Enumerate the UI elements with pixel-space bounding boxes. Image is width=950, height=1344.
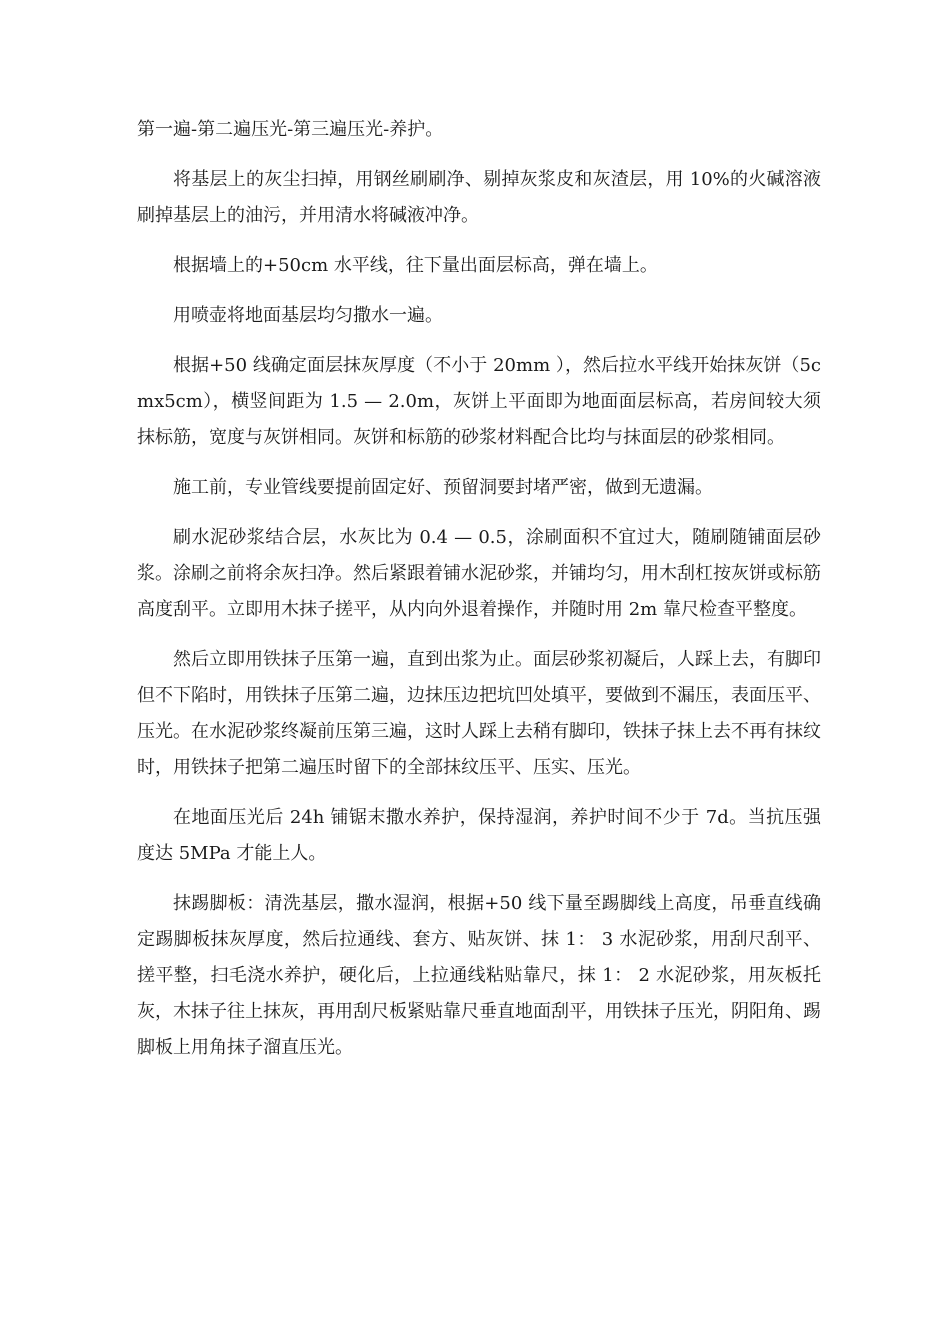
paragraph-5: 根据+50 线确定面层抹灰厚度（不小于 20mm ），然后拉水平线开始抹灰饼（5cmx5cm），横竖间距为 1.5 — 2.0m，灰饼上平面即为地面面层标高，若房间较大须抹标筋，宽度与灰饼相同。灰饼和标筋的砂浆材料配合比均与抹面层的砂浆相同。 [137,355,821,448]
paragraph-10: 抹踢脚板：清洗基层，撒水湿润，根据+50 线下量至踢脚线上高度，吊垂直线确定踢脚板抹灰厚度，然后拉通线、套方、贴灰饼、抹 1： 3 水泥砂浆，用刮尺刮平、搓平整，扫毛浇水养护，硬化后，上拉通线粘贴靠尺，抹 1： 2 水泥砂浆，用灰板托灰，木抹子往上抹灰，再用刮尺板紧贴靠尺垂直地面刮平，用铁抹子压光，阴阳角、踢脚板上用角抹子溜直压光。 [137,893,821,1058]
paragraph-6: 施工前，专业管线要提前固定好、预留洞要封堵严密，做到无遗漏。 [173,477,713,498]
paragraph-9: 在地面压光后 24h 铺锯末撒水养护，保持湿润，养护时间不少于 7d。当抗压强度达 5MPa 才能上人。 [137,807,821,864]
paragraph-8: 然后立即用铁抹子压第一遍，直到出浆为止。面层砂浆初凝后，人踩上去，有脚印但不下陷时，用铁抹子压第二遍，边抹压边把坑凹处填平，要做到不漏压，表面压平、压光。在水泥砂浆终凝前压第三遍，这时人踩上去稍有脚印，铁抹子抹上去不再有抹纹时，用铁抹子把第二遍压时留下的全部抹纹压平、压实、压光。 [137,649,821,778]
paragraph-7: 刷水泥砂浆结合层，水灰比为 0.4 — 0.5，涂刷面积不宜过大，随刷随铺面层砂浆。涂刷之前将余灰扫净。然后紧跟着铺水泥砂浆，并铺均匀，用木刮杠按灰饼或标筋高度刮平。立即用木抹子搓平，从内向外退着操作，并随时用 2m 靠尺检查平整度。 [137,527,821,620]
paragraph-4: 用喷壶将地面基层均匀撒水一遍。 [173,305,443,326]
document-body [137,112,821,1080]
paragraph-3: 根据墙上的+50cm 水平线，往下量出面层标高，弹在墙上。 [173,255,658,276]
paragraph-2: 将基层上的灰尘扫掉，用钢丝刷刷净、剔掉灰浆皮和灰渣层，用 10%的火碱溶液刷掉基层上的油污，并用清水将碱液冲净。 [137,169,821,226]
paragraph-1: 第一遍-第二遍压光-第三遍压光-养护。 [137,119,444,140]
